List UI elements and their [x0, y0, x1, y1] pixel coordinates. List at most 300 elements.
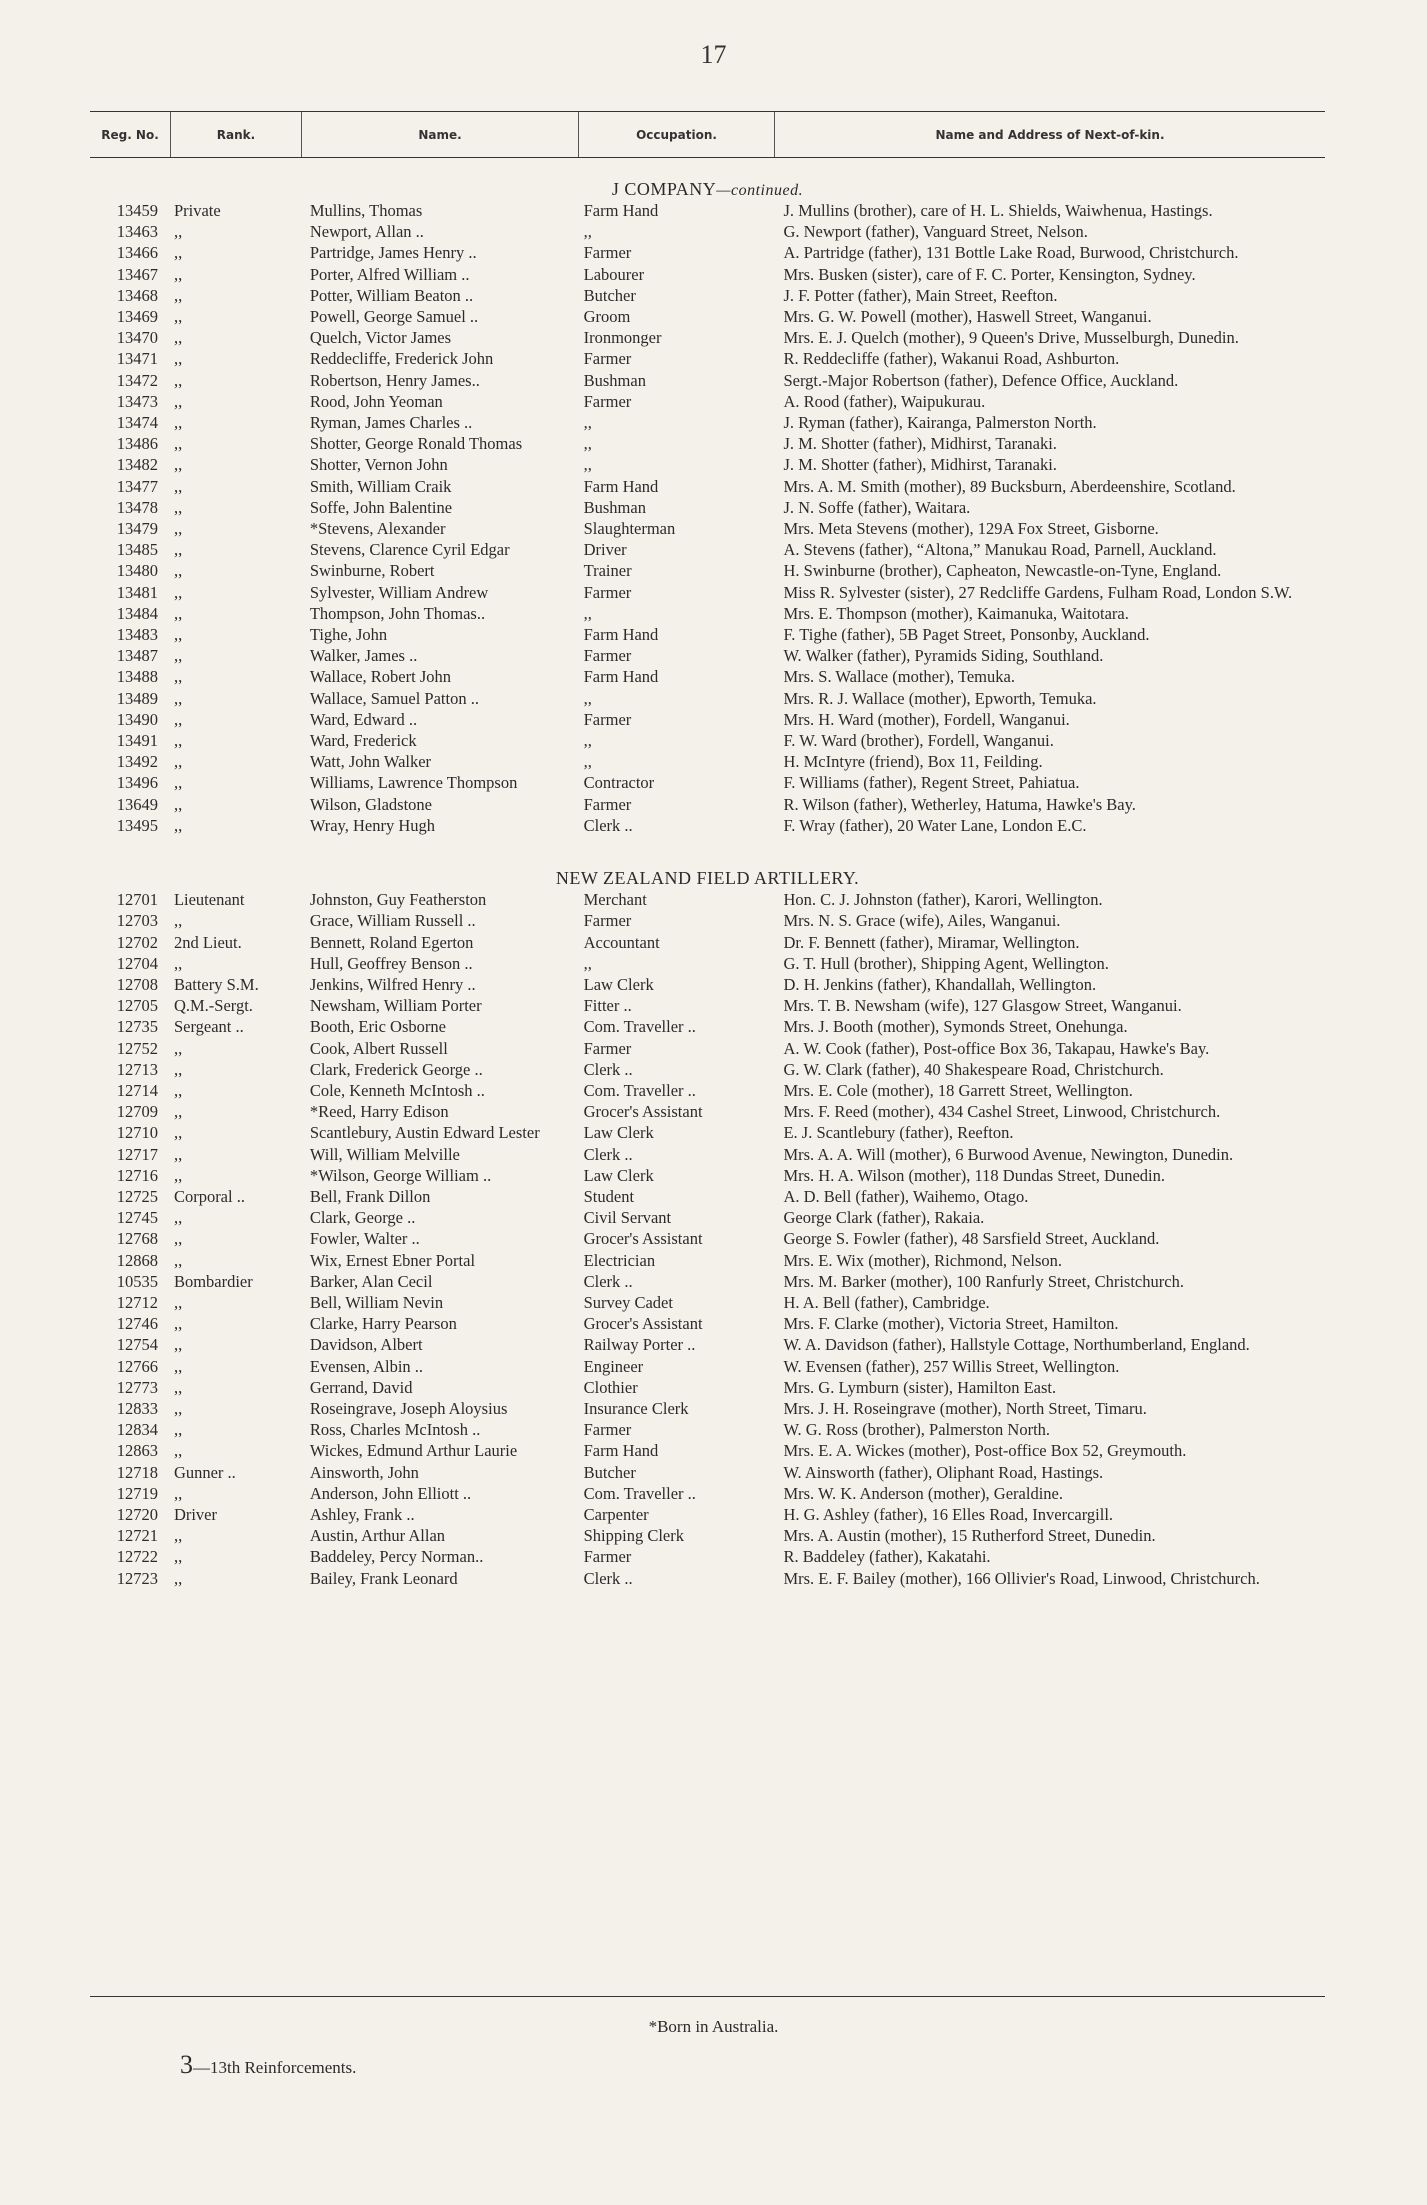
reg-number: [90, 624, 174, 645]
rank-text: ,,: [173, 1314, 183, 1334]
reg-number-text: 13496: [116, 773, 158, 793]
occupation: [576, 560, 776, 581]
reg-number-text: 13485: [116, 540, 158, 560]
roll-entry-row: [90, 242, 1350, 263]
reg-number-text: 12745: [116, 1208, 158, 1228]
next-of-kin: [775, 327, 1350, 348]
rank: [174, 560, 300, 581]
next-of-kin: [775, 1483, 1350, 1504]
soldier-name: [300, 1398, 576, 1419]
next-of-kin-text: F. Wray (father), 20 Water Lane, London E.C.: [783, 815, 1087, 835]
next-of-kin: [775, 476, 1350, 497]
occupation-text: Butcher: [583, 1462, 636, 1482]
soldier-name-text: Clarke, Harry Pearson: [309, 1314, 457, 1334]
reg-number: [90, 1483, 174, 1504]
occupation: [576, 1271, 776, 1292]
occupation-text: Engineer: [583, 1356, 644, 1376]
soldier-name: [300, 1271, 576, 1292]
rank-text: ,,: [173, 582, 183, 602]
occupation: [576, 1122, 776, 1143]
reg-number: [90, 666, 174, 687]
rank: [174, 995, 300, 1016]
next-of-kin-text: Mrs. R. J. Wallace (mother), Epworth, Temuka.: [783, 688, 1097, 708]
occupation-text: Clerk ..: [583, 1271, 633, 1291]
roll-entry-row: [90, 1038, 1350, 1059]
occupation: [576, 1228, 776, 1249]
occupation-text: Farm Hand: [583, 667, 659, 687]
next-of-kin-text: Mrs. J. H. Roseingrave (mother), North Street, Timaru.: [783, 1398, 1147, 1418]
rank: [174, 1059, 300, 1080]
next-of-kin: [775, 1122, 1350, 1143]
roll-entry-row: [90, 1228, 1350, 1249]
rank-text: ,,: [173, 1208, 183, 1228]
occupation-text: ,,: [583, 731, 592, 751]
signature-mark: [180, 2050, 356, 2080]
reg-number: [90, 1313, 174, 1334]
occupation-text: Trainer: [583, 561, 632, 581]
rank: [174, 1546, 300, 1567]
rank: [174, 539, 300, 560]
soldier-name-text: Porter, Alfred William ..: [309, 264, 470, 284]
soldier-name-text: Wickes, Edmund Arthur Laurie: [309, 1441, 518, 1461]
header-bottom-rule: [90, 157, 1325, 158]
occupation: [576, 200, 776, 221]
next-of-kin-text: J. Mullins (brother), care of H. L. Shields, Waiwhenua, Hastings.: [783, 201, 1213, 220]
roll-entry-row: [90, 1101, 1350, 1122]
rank: [174, 1228, 300, 1249]
rank: [174, 391, 300, 412]
rank: [174, 1101, 300, 1122]
rank: [174, 1462, 300, 1483]
next-of-kin-text: Mrs. E. A. Wickes (mother), Post-office Box 52, Greymouth.: [783, 1441, 1187, 1461]
reg-number: [90, 772, 174, 793]
occupation: [576, 815, 776, 836]
rank-text: ,,: [173, 1080, 183, 1100]
reg-number: [90, 454, 174, 475]
soldier-name: [300, 1144, 576, 1165]
occupation-text: Bushman: [583, 497, 646, 517]
reg-number: [90, 645, 174, 666]
section-title-text: J COMPANY: [611, 179, 717, 199]
next-of-kin: [775, 454, 1350, 475]
reg-number: [90, 1228, 174, 1249]
soldier-name-text: Ross, Charles McIntosh ..: [309, 1420, 481, 1440]
soldier-name: [300, 932, 576, 953]
reg-number: [90, 910, 174, 931]
next-of-kin: [775, 1440, 1350, 1461]
reg-number-text: 12735: [116, 1017, 158, 1037]
soldier-name: [300, 730, 576, 751]
soldier-name: [300, 603, 576, 624]
soldier-name-text: Potter, William Beaton ..: [309, 285, 474, 305]
occupation-text: Farmer: [583, 1420, 632, 1440]
roll-entry-row: [90, 1165, 1350, 1186]
reg-number-text: 12723: [116, 1568, 158, 1588]
rank-text: ,,: [173, 391, 183, 411]
rank: [174, 1080, 300, 1101]
next-of-kin-text: E. J. Scantlebury (father), Reefton.: [783, 1123, 1014, 1143]
occupation: [576, 1186, 776, 1207]
soldier-name-text: Watt, John Walker: [309, 752, 432, 772]
next-of-kin: [775, 1377, 1350, 1398]
roll-entry-row: [90, 454, 1350, 475]
occupation: [576, 624, 776, 645]
header-reg-no: Reg. No.: [90, 112, 171, 157]
soldier-name-text: Ashley, Frank ..: [309, 1504, 415, 1524]
reg-number: [90, 518, 174, 539]
rank: [174, 953, 300, 974]
rank-text: ,,: [173, 709, 183, 729]
next-of-kin-text: Mrs. E. Wix (mother), Richmond, Nelson.: [783, 1250, 1063, 1270]
next-of-kin: [775, 1059, 1350, 1080]
rank-text: ,,: [173, 752, 183, 772]
next-of-kin-text: G. Newport (father), Vanguard Street, Nelson.: [783, 222, 1088, 242]
soldier-name: [300, 1462, 576, 1483]
reg-number-text: 13489: [116, 688, 158, 708]
roll-entry-row: [90, 433, 1350, 454]
next-of-kin: [775, 539, 1350, 560]
roll-entry-row: [90, 751, 1350, 772]
soldier-name-text: Wray, Henry Hugh: [309, 815, 436, 835]
next-of-kin-text: A. Rood (father), Waipukurau.: [783, 391, 986, 411]
rank-text: ,,: [173, 1038, 183, 1058]
rank: [174, 889, 300, 910]
occupation-text: Clothier: [583, 1377, 638, 1397]
next-of-kin: [775, 751, 1350, 772]
reg-number-text: 13483: [116, 625, 158, 645]
soldier-name-text: Swinburne, Robert: [309, 561, 435, 581]
occupation: [576, 327, 776, 348]
next-of-kin: [775, 1419, 1350, 1440]
soldier-name: [300, 1207, 576, 1228]
soldier-name-text: Cook, Albert Russell: [309, 1038, 448, 1058]
soldier-name-text: Roseingrave, Joseph Aloysius: [309, 1398, 508, 1418]
occupation-text: Grocer's Assistant: [583, 1229, 703, 1249]
soldier-name: [300, 772, 576, 793]
soldier-name: [300, 1377, 576, 1398]
soldier-name: [300, 1313, 576, 1334]
reg-number-text: 10535: [116, 1271, 158, 1291]
soldier-name-text: Ward, Frederick: [309, 731, 417, 751]
occupation: [576, 1334, 776, 1355]
occupation-text: Farmer: [583, 391, 632, 411]
rank-text: ,,: [173, 953, 183, 973]
reg-number: [90, 603, 174, 624]
roll-entry-row: [90, 910, 1350, 931]
rank-text: ,,: [173, 1165, 183, 1185]
next-of-kin: [775, 1207, 1350, 1228]
roll-entry-row: [90, 1334, 1350, 1355]
section-title: [90, 867, 1325, 889]
next-of-kin-text: W. G. Ross (brother), Palmerston North.: [783, 1420, 1051, 1440]
reg-number: [90, 539, 174, 560]
occupation: [576, 433, 776, 454]
next-of-kin: [775, 815, 1350, 836]
reg-number: [90, 1377, 174, 1398]
next-of-kin-text: W. Evensen (father), 257 Willis Street, Wellington.: [783, 1356, 1120, 1376]
occupation-text: Clerk ..: [583, 1568, 633, 1588]
rank: [174, 1122, 300, 1143]
occupation-text: Farmer: [583, 243, 632, 263]
next-of-kin: [775, 1313, 1350, 1334]
soldier-name-text: Stevens, Clarence Cyril Edgar: [309, 540, 510, 560]
reg-number-text: 13492: [116, 752, 158, 772]
next-of-kin-text: H. G. Ashley (father), 16 Elles Road, Invercargill.: [783, 1504, 1114, 1524]
reg-number: [90, 1419, 174, 1440]
reg-number-text: 12721: [116, 1526, 158, 1546]
reg-number-text: 13474: [116, 413, 158, 433]
next-of-kin: [775, 1165, 1350, 1186]
soldier-name-text: Powell, George Samuel ..: [309, 307, 479, 327]
reg-number: [90, 221, 174, 242]
reg-number-text: 13488: [116, 667, 158, 687]
occupation: [576, 285, 776, 306]
reg-number-text: 13649: [116, 794, 158, 814]
rank-text: ,,: [173, 603, 183, 623]
next-of-kin-text: J. F. Potter (father), Main Street, Reefton.: [783, 285, 1058, 305]
next-of-kin: [775, 995, 1350, 1016]
roll-entry-row: [90, 1207, 1350, 1228]
next-of-kin-text: Mrs. J. Booth (mother), Symonds Street, Onehunga.: [783, 1017, 1128, 1037]
next-of-kin: [775, 497, 1350, 518]
soldier-name-text: Bell, William Nevin: [309, 1292, 444, 1312]
reg-number: [90, 560, 174, 581]
next-of-kin: [775, 348, 1350, 369]
occupation-text: ,,: [583, 953, 592, 973]
reg-number-text: 12718: [116, 1462, 158, 1482]
next-of-kin: [775, 433, 1350, 454]
reg-number: [90, 751, 174, 772]
reg-number-text: 13468: [116, 285, 158, 305]
soldier-name: [300, 1038, 576, 1059]
soldier-name: [300, 539, 576, 560]
page-number: 17: [700, 40, 727, 69]
soldier-name: [300, 1228, 576, 1249]
rank: [174, 582, 300, 603]
roll-entry-row: [90, 285, 1350, 306]
reg-number-text: 12833: [116, 1398, 158, 1418]
reg-number: [90, 264, 174, 285]
soldier-name: [300, 794, 576, 815]
next-of-kin-text: Dr. F. Bennett (father), Miramar, Wellington.: [783, 932, 1080, 952]
soldier-name-text: Ryman, James Charles ..: [309, 413, 473, 433]
rank-text: Corporal ..: [173, 1186, 245, 1206]
soldier-name: [300, 433, 576, 454]
rank-text: ,,: [173, 1102, 183, 1122]
roll-entry-row: [90, 1568, 1350, 1589]
rank: [174, 1313, 300, 1334]
rank-text: ,,: [173, 646, 183, 666]
next-of-kin-text: R. Wilson (father), Wetherley, Hatuma, Hawke's Bay.: [783, 794, 1136, 814]
roll-entry-row: [90, 1440, 1350, 1461]
occupation: [576, 1419, 776, 1440]
reg-number: [90, 709, 174, 730]
roll-entry-row: [90, 1377, 1350, 1398]
rank: [174, 1038, 300, 1059]
next-of-kin-text: Mrs. E. J. Quelch (mother), 9 Queen's Drive, Musselburgh, Dunedin.: [783, 328, 1239, 348]
reg-number-text: 13472: [116, 370, 158, 390]
soldier-name-text: Robertson, Henry James..: [309, 370, 480, 390]
occupation-text: Farmer: [583, 709, 632, 729]
roll-entry-row: [90, 1250, 1350, 1271]
roll-entry-row: [90, 539, 1350, 560]
reg-number: [90, 1207, 174, 1228]
reg-number-text: 12725: [116, 1186, 158, 1206]
roll-entry-row: [90, 1186, 1350, 1207]
reg-number-text: 13467: [116, 264, 158, 284]
occupation: [576, 242, 776, 263]
rank-text: Driver: [173, 1504, 218, 1524]
next-of-kin: [775, 412, 1350, 433]
soldier-name-text: Thompson, John Thomas..: [309, 603, 486, 623]
reg-number-text: 13484: [116, 603, 158, 623]
soldier-name: [300, 624, 576, 645]
next-of-kin: [775, 1292, 1350, 1313]
section-title-text: NEW ZEALAND FIELD ARTILLERY.: [555, 868, 860, 889]
next-of-kin: [775, 560, 1350, 581]
rank-text: ,,: [173, 1123, 183, 1143]
occupation: [576, 1546, 776, 1567]
occupation: [576, 645, 776, 666]
reg-number-text: 12712: [116, 1292, 158, 1312]
roll-entry-row: [90, 1271, 1350, 1292]
occupation: [576, 1440, 776, 1461]
occupation: [576, 1101, 776, 1122]
rank: [174, 348, 300, 369]
occupation-text: ,,: [583, 603, 592, 623]
roll-entry-row: [90, 582, 1350, 603]
rank-text: Battery S.M.: [173, 974, 259, 994]
reg-number: [90, 327, 174, 348]
reg-number-text: 13495: [116, 815, 158, 835]
rank: [174, 1525, 300, 1546]
roll-entry-row: [90, 327, 1350, 348]
roll-entry-row: [90, 348, 1350, 369]
soldier-name: [300, 1059, 576, 1080]
soldier-name: [300, 476, 576, 497]
roll-entry-row: [90, 624, 1350, 645]
roll-entry-row: [90, 730, 1350, 751]
rank-text: ,,: [173, 1568, 183, 1588]
rank: [174, 1165, 300, 1186]
soldier-name: [300, 370, 576, 391]
soldier-name: [300, 815, 576, 836]
soldier-name: [300, 1356, 576, 1377]
roll-entry-row: [90, 603, 1350, 624]
occupation: [576, 688, 776, 709]
rank: [174, 285, 300, 306]
next-of-kin-text: H. Swinburne (brother), Capheaton, Newcastle-on-Tyne, England.: [783, 561, 1222, 581]
rank-text: ,,: [173, 328, 183, 348]
reg-number-text: 13466: [116, 243, 158, 263]
roll-entry-row: [90, 953, 1350, 974]
rank-text: ,,: [173, 815, 183, 835]
next-of-kin-text: A. Stevens (father), “Altona,” Manukau Road, Parnell, Auckland.: [783, 540, 1217, 560]
bottom-rule: [90, 1996, 1325, 1997]
reg-number: [90, 1080, 174, 1101]
occupation-text: ,,: [583, 434, 592, 454]
occupation: [576, 772, 776, 793]
occupation-text: ,,: [583, 413, 592, 433]
occupation: [576, 730, 776, 751]
occupation: [576, 221, 776, 242]
reg-number-text: 13470: [116, 328, 158, 348]
soldier-name: [300, 242, 576, 263]
soldier-name: [300, 1122, 576, 1143]
soldier-name-text: Quelch, Victor James: [309, 328, 452, 348]
occupation-text: Labourer: [583, 264, 645, 284]
soldier-name: [300, 582, 576, 603]
reg-number-text: 12703: [116, 911, 158, 931]
occupation: [576, 1504, 776, 1525]
roll-entry-row: [90, 815, 1350, 836]
next-of-kin: [775, 953, 1350, 974]
rank: [174, 1207, 300, 1228]
roll-entry-row: [90, 1419, 1350, 1440]
rank: [174, 603, 300, 624]
next-of-kin: [775, 772, 1350, 793]
reg-number: [90, 1144, 174, 1165]
next-of-kin-text: Miss R. Sylvester (sister), 27 Redcliffe Gardens, Fulham Road, London S.W.: [783, 582, 1293, 602]
reg-number-text: 12701: [116, 890, 158, 910]
occupation-text: Student: [583, 1186, 635, 1206]
reg-number-text: 13463: [116, 222, 158, 242]
soldier-name: [300, 1504, 576, 1525]
roll-entry-row: [90, 1059, 1350, 1080]
soldier-name-text: Rood, John Yeoman: [309, 391, 443, 411]
column-header-row: [90, 112, 1325, 157]
occupation-text: Farmer: [583, 794, 632, 814]
next-of-kin: [775, 1080, 1350, 1101]
next-of-kin-text: Mrs. N. S. Grace (wife), Ailes, Wanganui.: [783, 911, 1061, 931]
next-of-kin: [775, 1525, 1350, 1546]
header-occupation: Occupation.: [579, 112, 775, 157]
roll-entry-row: [90, 1292, 1350, 1313]
soldier-name-text: Smith, William Craik: [309, 476, 452, 496]
reg-number-text: 13477: [116, 476, 158, 496]
occupation: [576, 751, 776, 772]
rank: [174, 709, 300, 730]
soldier-name: [300, 200, 576, 221]
roll-entry-row: [90, 794, 1350, 815]
rank-text: ,,: [173, 1335, 183, 1355]
soldier-name-text: Hull, Geoffrey Benson ..: [309, 953, 473, 973]
rank-text: ,,: [173, 476, 183, 496]
reg-number-text: 12710: [116, 1123, 158, 1143]
soldier-name-text: Ainsworth, John: [309, 1462, 419, 1482]
soldier-name: [300, 1440, 576, 1461]
roll-entry-row: [90, 1504, 1350, 1525]
soldier-name-text: Shotter, George Ronald Thomas: [309, 434, 523, 454]
roll-entry-row: [90, 264, 1350, 285]
next-of-kin-text: Mrs. E. Cole (mother), 18 Garrett Street, Wellington.: [783, 1080, 1133, 1100]
soldier-name: [300, 221, 576, 242]
next-of-kin: [775, 1504, 1350, 1525]
occupation-text: Groom: [583, 307, 631, 327]
rank-text: Private: [173, 201, 221, 220]
rank-text: ,,: [173, 1059, 183, 1079]
reg-number: [90, 1546, 174, 1567]
next-of-kin-text: W. Walker (father), Pyramids Siding, Southland.: [783, 646, 1104, 666]
next-of-kin: [775, 518, 1350, 539]
rank-text: ,,: [173, 794, 183, 814]
header-rank: Rank.: [171, 112, 302, 157]
next-of-kin: [775, 1398, 1350, 1419]
rank-text: ,,: [173, 625, 183, 645]
header-name: Name.: [302, 112, 579, 157]
occupation-text: Com. Traveller ..: [583, 1483, 696, 1503]
next-of-kin: [775, 645, 1350, 666]
